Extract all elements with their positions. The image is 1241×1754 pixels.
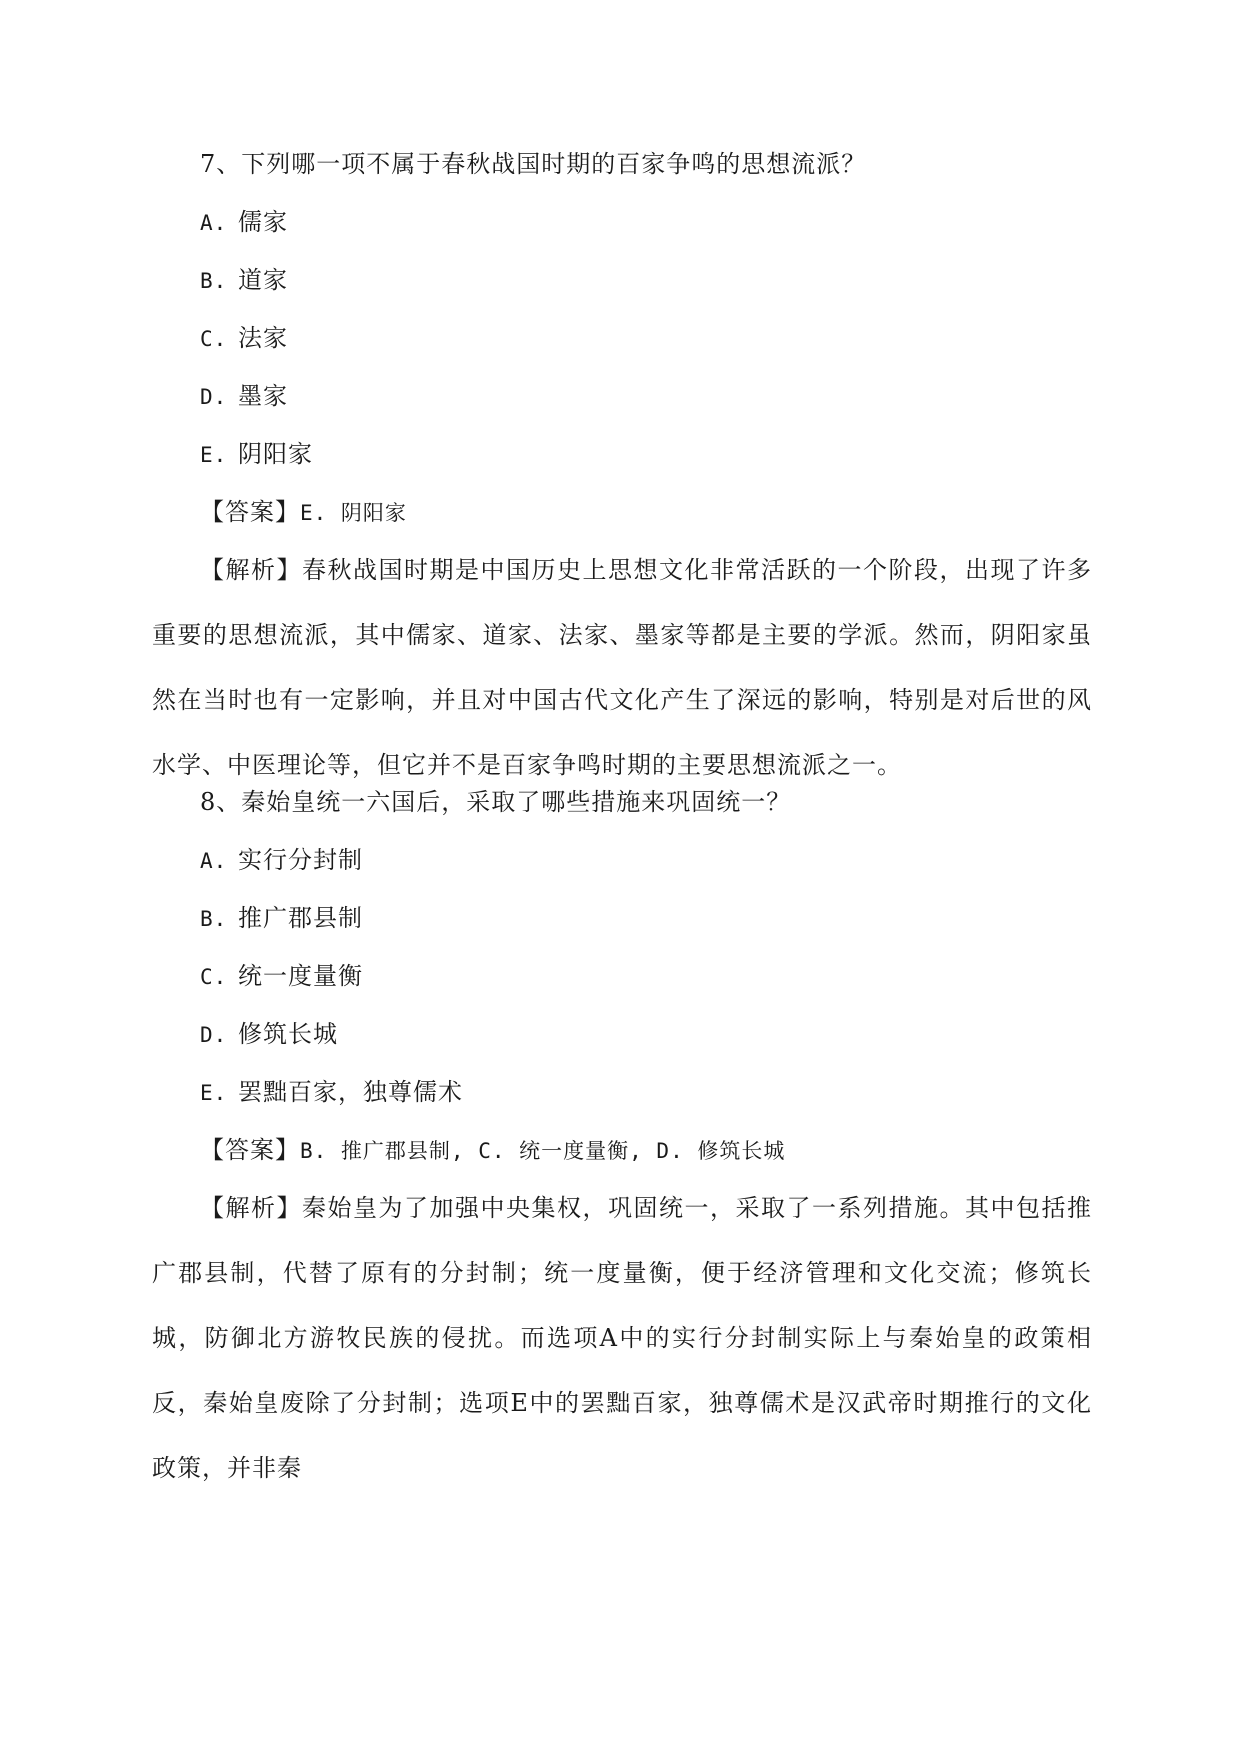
answer-tag: 【答案】 bbox=[200, 498, 300, 526]
question-8-option-a bbox=[200, 842, 363, 879]
option-text: 实行分封制 bbox=[238, 846, 363, 874]
option-letter: E. bbox=[200, 443, 228, 467]
question-7-answer bbox=[200, 494, 407, 531]
question-7-title: 7、下列哪一项不属于春秋战国时期的百家争鸣的思想流派？ bbox=[200, 150, 867, 178]
question-8-analysis bbox=[152, 1176, 1092, 1501]
question-7-option-e bbox=[200, 436, 313, 473]
question-8-answer bbox=[200, 1132, 785, 1169]
question-8-option-d bbox=[200, 1016, 338, 1053]
option-text: 推广郡县制 bbox=[238, 904, 363, 932]
answer-text: B. 推广郡县制, C. 统一度量衡, D. 修筑长城 bbox=[300, 1139, 786, 1163]
question-8-option-b bbox=[200, 900, 363, 937]
question-7-option-c bbox=[200, 320, 288, 357]
option-letter: C. bbox=[200, 327, 228, 351]
question-8-option-e bbox=[200, 1074, 463, 1111]
question-7-option-a bbox=[200, 204, 288, 241]
answer-tag: 【答案】 bbox=[200, 1136, 300, 1164]
analysis-tag: 【解析】 bbox=[200, 556, 302, 584]
option-letter: C. bbox=[200, 965, 228, 989]
option-text: 墨家 bbox=[238, 382, 288, 410]
question-8-title: 8、秦始皇统一六国后，采取了哪些措施来巩固统一？ bbox=[200, 788, 792, 816]
option-text: 儒家 bbox=[238, 208, 288, 236]
option-text: 罢黜百家，独尊儒术 bbox=[238, 1078, 463, 1106]
option-letter: B. bbox=[200, 269, 228, 293]
question-7-analysis bbox=[152, 538, 1092, 798]
option-text: 道家 bbox=[238, 266, 288, 294]
answer-text: E. 阴阳家 bbox=[300, 501, 407, 525]
question-7-option-d bbox=[200, 378, 288, 415]
option-text: 阴阳家 bbox=[238, 440, 313, 468]
option-letter: A. bbox=[200, 211, 228, 235]
option-letter: A. bbox=[200, 849, 228, 873]
question-8-option-c bbox=[200, 958, 363, 995]
option-letter: D. bbox=[200, 385, 228, 409]
option-letter: D. bbox=[200, 1023, 228, 1047]
analysis-tag: 【解析】 bbox=[200, 1194, 302, 1222]
option-text: 法家 bbox=[238, 324, 288, 352]
option-letter: E. bbox=[200, 1081, 228, 1105]
analysis-text: 春秋战国时期是中国历史上思想文化非常活跃的一个阶段，出现了许多重要的思想流派，其中儒家、道家、法家、墨家等都是主要的学派。然而，阴阳家虽然在当时也有一定影响，并且对中国古代文化产生了深远的影响，特别是对后世的风水学、中医理论等，但它并不是百家争鸣时期的主要思想流派之一。 bbox=[152, 556, 1092, 779]
option-letter: B. bbox=[200, 907, 228, 931]
question-7-option-b bbox=[200, 262, 288, 299]
option-text: 修筑长城 bbox=[238, 1020, 338, 1048]
option-text: 统一度量衡 bbox=[238, 962, 363, 990]
analysis-text: 秦始皇为了加强中央集权，巩固统一，采取了一系列措施。其中包括推广郡县制，代替了原有的分封制；统一度量衡，便于经济管理和文化交流；修筑长城，防御北方游牧民族的侵扰。而选项A中的实行分封制实际上与秦始皇的政策相反，秦始皇废除了分封制；选项E中的罢黜百家，独尊儒术是汉武帝时期推行的文化政策，并非秦 bbox=[152, 1194, 1092, 1482]
